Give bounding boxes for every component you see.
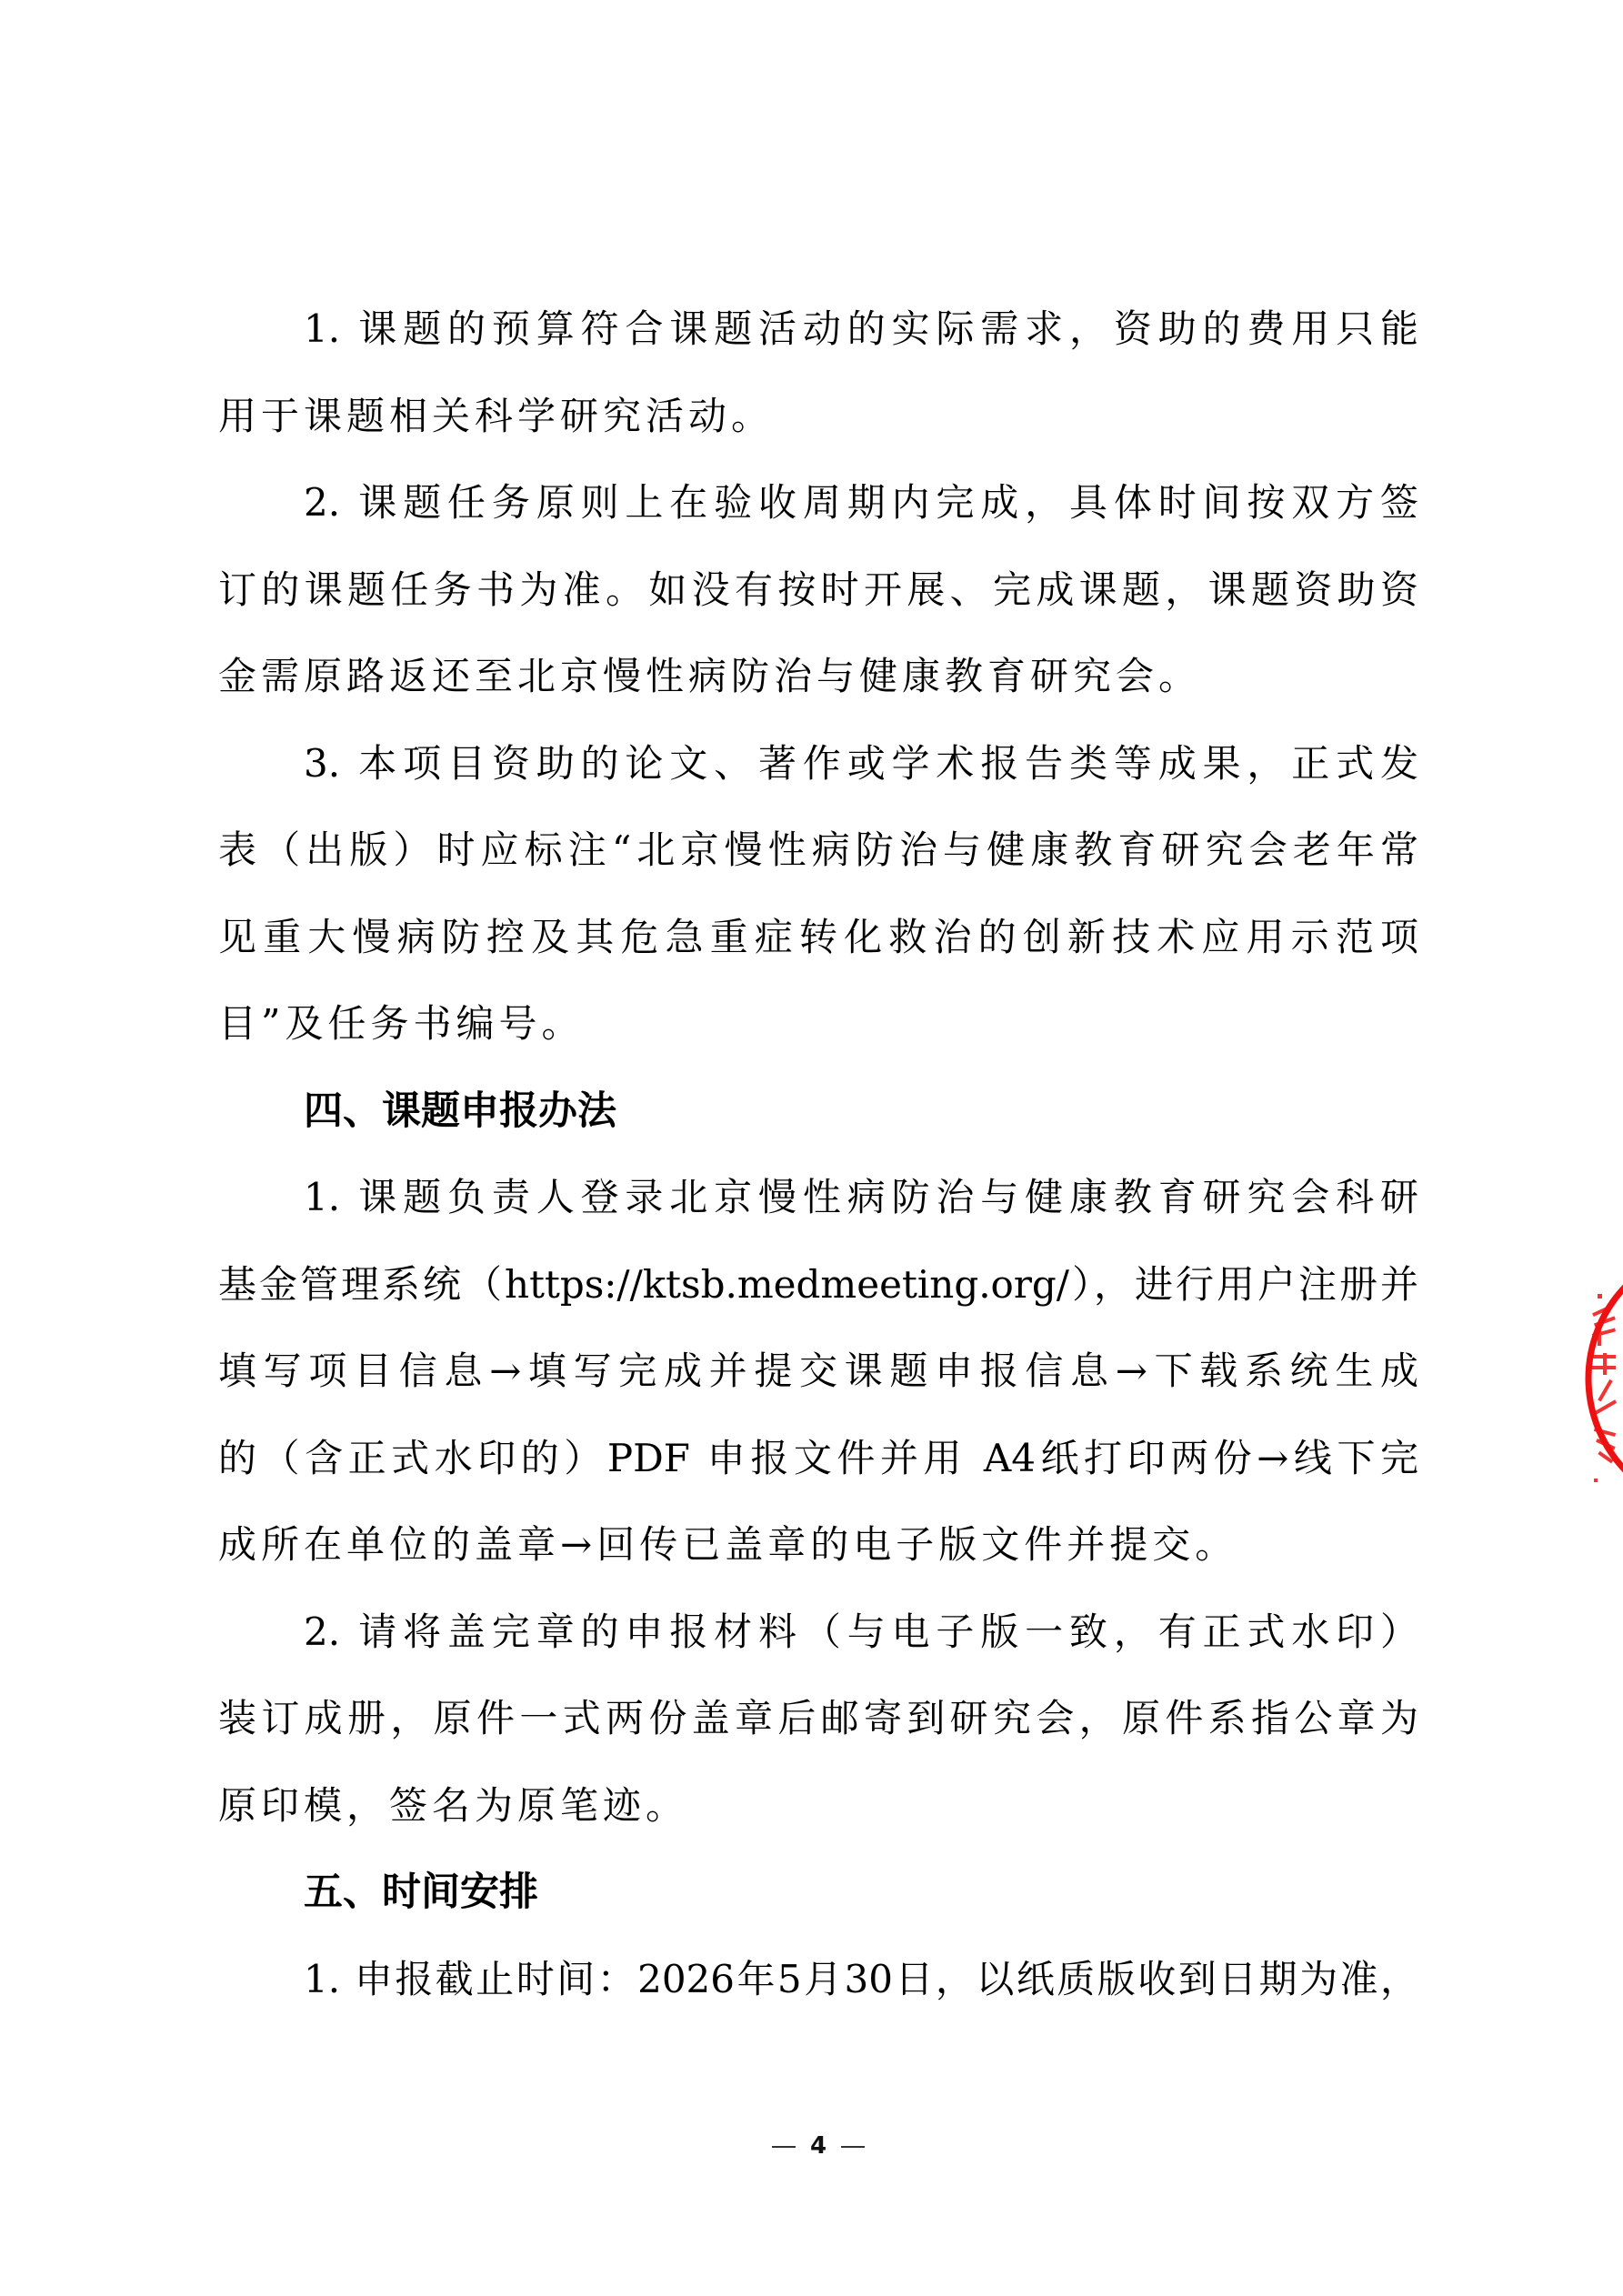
section-heading: 五、时间安排 [304,1870,538,1915]
page-number [727,2128,909,2164]
paragraph-line: 成所在单位的盖章→回传已盖章的电子版文件并提交。 [218,1522,1238,1567]
dash-right [841,2146,865,2148]
seal-icon [1585,1244,1623,1517]
dash-left [772,2146,796,2148]
paragraph-line: 填写项目信息→填写完成并提交课题申报信息→下载系统生成 [218,1349,1418,1393]
paragraph-line: 基金管理系统（https://ktsb.medmeeting.org/），进行用户注册并 [218,1262,1418,1307]
paragraph-line: 金需原路返还至北京慢性病防治与健康教育研究会。 [218,654,1202,698]
paragraph-line: 见重大慢病防控及其危急重症转化救治的创新技术应用示范项 [218,915,1418,959]
paragraph-line: 的（含正式水印的）PDF 申报文件并用 A4纸打印两份→线下完 [218,1436,1418,1480]
paragraph-line: 1. 课题的预算符合课题活动的实际需求，资助的费用只能 [304,306,1418,351]
paragraph-line: 1. 申报截止时间：2026年5月30日，以纸质版收到日期为准， [304,1957,1418,2001]
paragraph-line: 目”及任务书编号。 [218,1001,585,1046]
paragraph-line: 表（出版）时应标注“北京慢性病防治与健康教育研究会老年常 [218,827,1418,872]
paragraph-line: 装订成册，原件一式两份盖章后邮寄到研究会，原件系指公章为 [218,1696,1418,1740]
paragraph-line: 3. 本项目资助的论文、著作或学术报告类等成果，正式发 [304,741,1418,786]
paragraph-line: 2. 课题任务原则上在验收周期内完成，具体时间按双方签 [304,480,1418,525]
official-seal-stamp [1585,1244,1623,1517]
paragraph-line: 订的课题任务书为准。如没有按时开展、完成课题，课题资助资 [218,567,1418,612]
paragraph-line: 用于课题相关科学研究活动。 [218,394,775,438]
paragraph-line: 2. 请将盖完章的申报材料（与电子版一致，有正式水印） [304,1609,1418,1654]
section-heading: 四、课题申报办法 [304,1088,616,1134]
page-number-value: 4 [809,2132,827,2160]
paragraph-line: 1. 课题负责人登录北京慢性病防治与健康教育研究会科研 [304,1175,1418,1219]
paragraph-line: 原印模，签名为原笔迹。 [218,1783,689,1828]
